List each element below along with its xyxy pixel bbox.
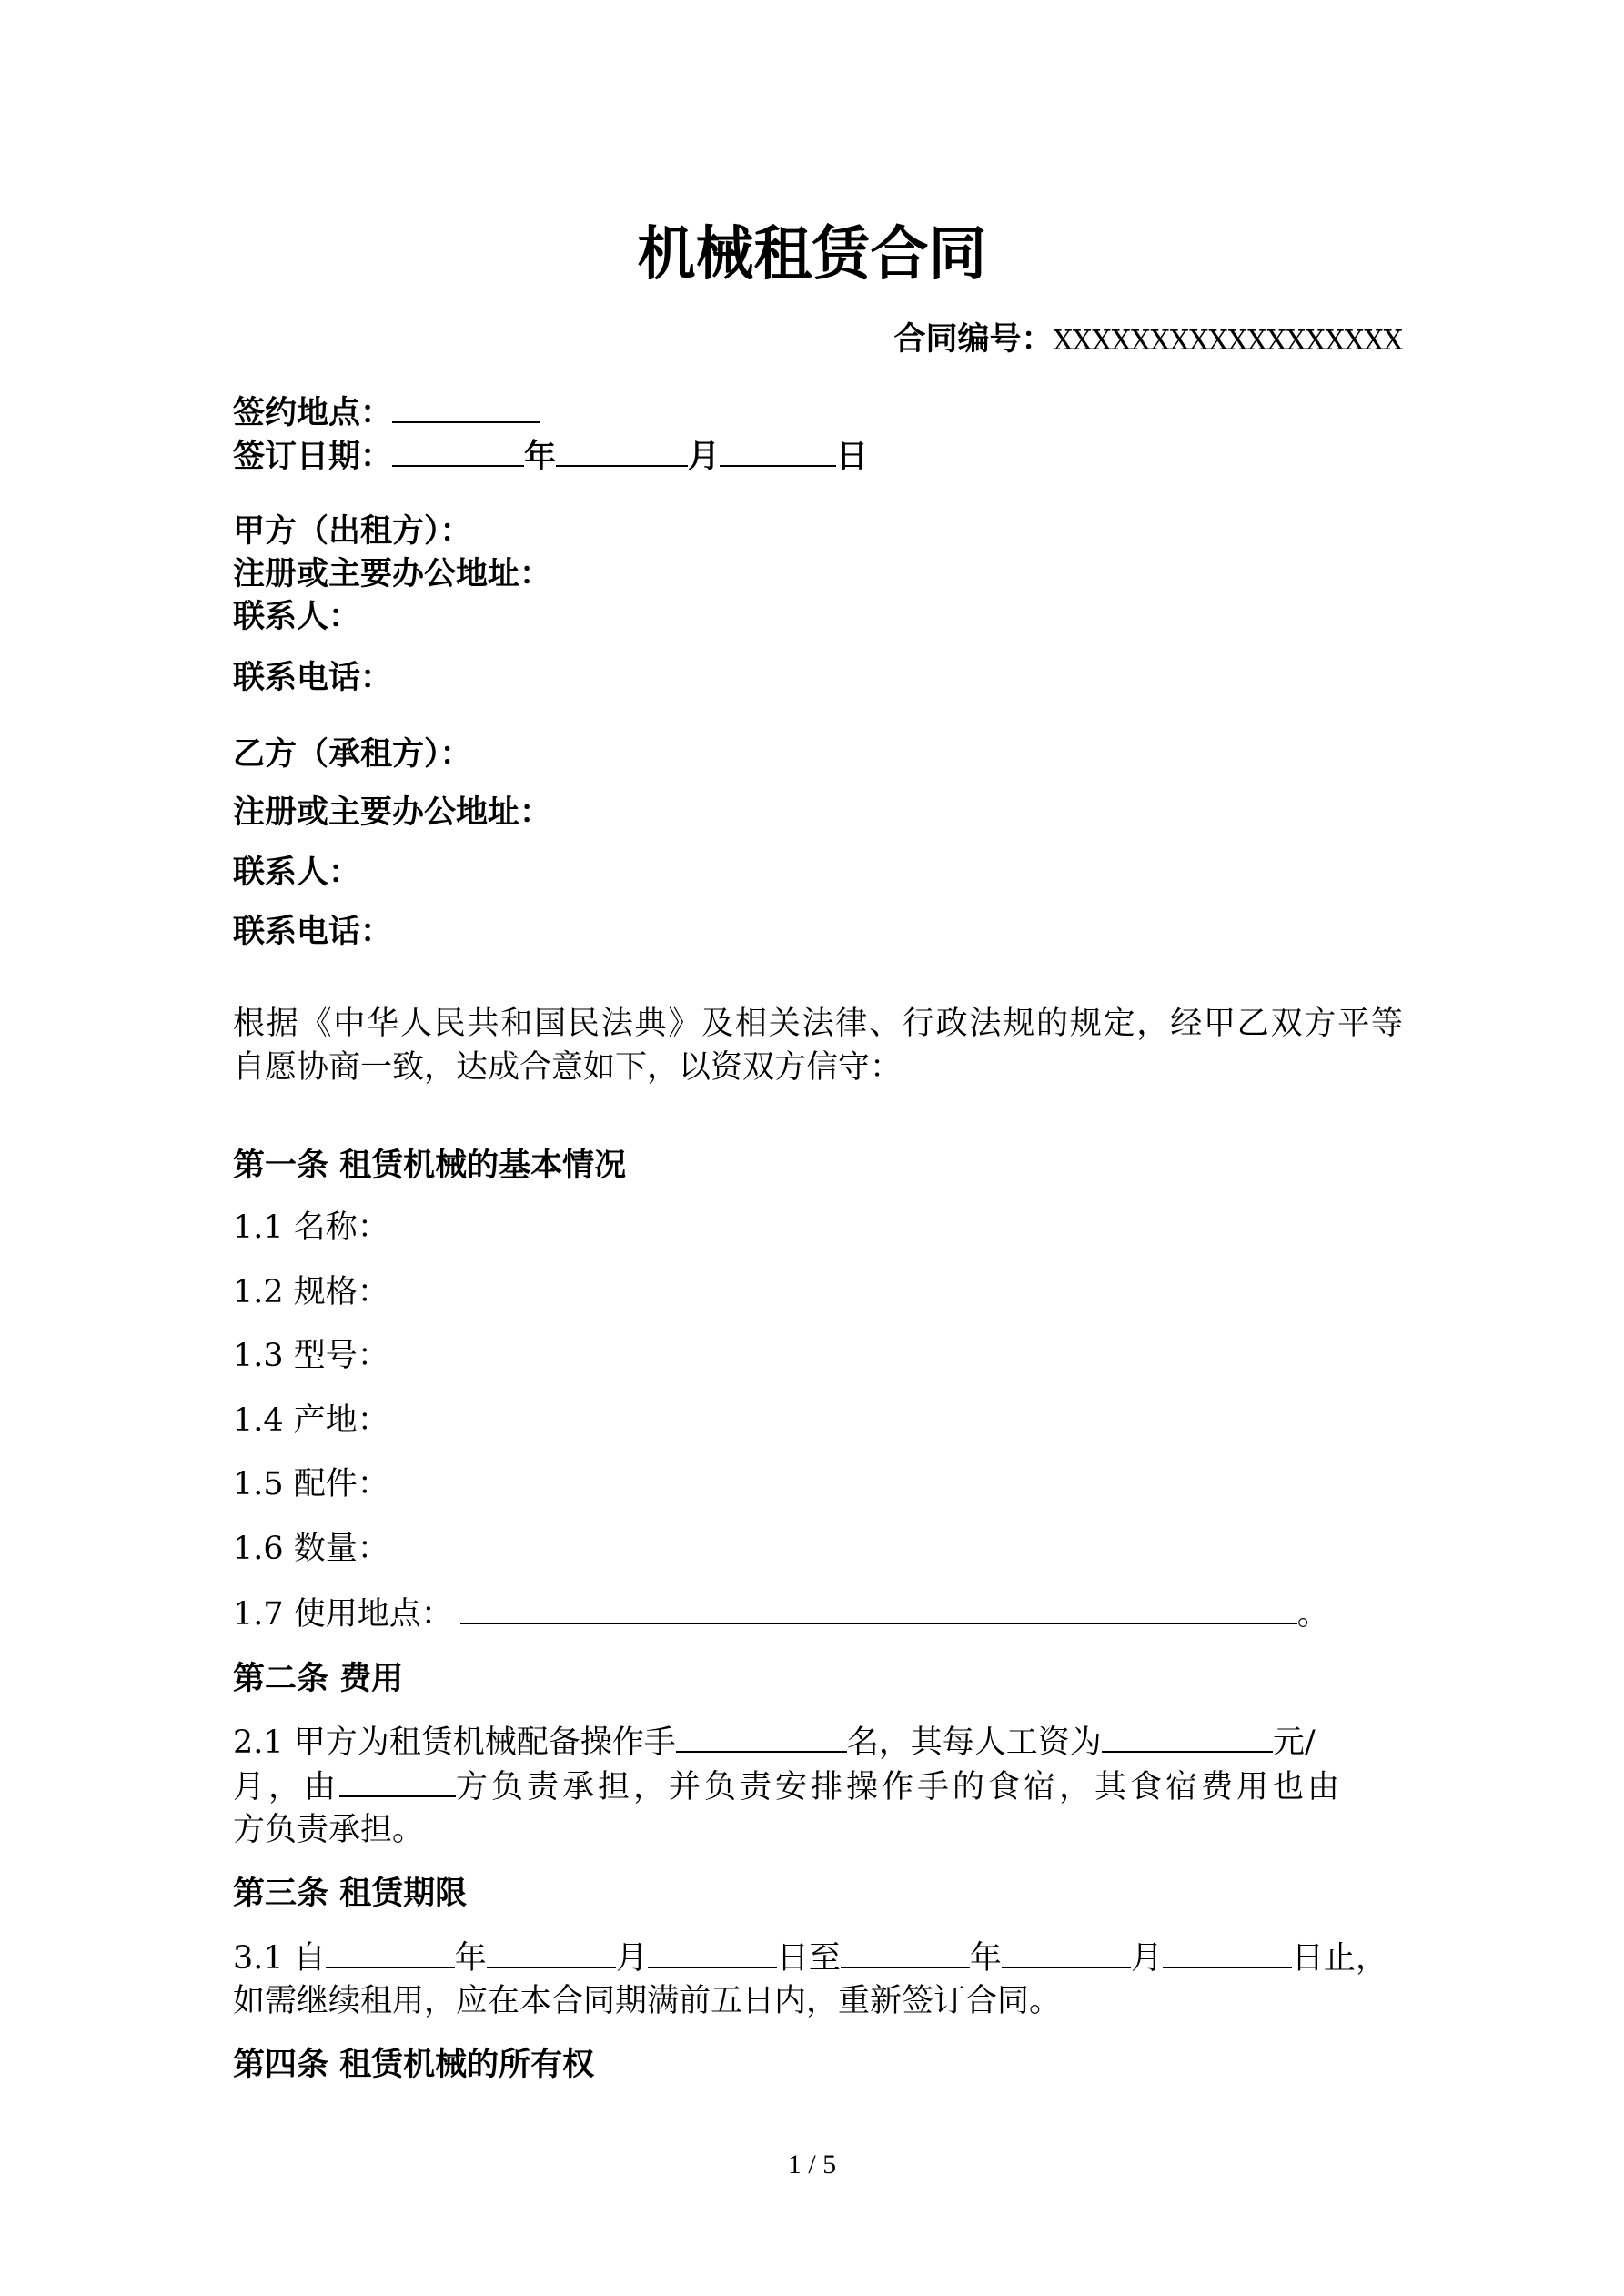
contract-number <box>233 319 1403 361</box>
day-label: 日 <box>836 439 869 475</box>
article-2-heading: 第二条 费用 <box>233 1661 404 1697</box>
article-3-heading: 第三条 租赁期限 <box>233 1876 468 1912</box>
blank-field[interactable] <box>339 1768 456 1797</box>
contract-number-value: XXXXXXXXXXXXXXXXXX <box>1053 325 1403 357</box>
year-label: 年 <box>524 439 557 475</box>
blank-field[interactable] <box>487 1939 616 1968</box>
sign-place-label: 签约地点： <box>233 395 393 431</box>
article-2-line <box>233 1723 1403 1763</box>
item-model: 1.3 型号： <box>233 1338 389 1374</box>
blank-field[interactable] <box>1002 1939 1131 1968</box>
text: 月 <box>615 1940 648 1977</box>
party-a-phone: 联系电话： <box>233 660 393 696</box>
party-b-phone: 联系电话： <box>233 914 393 950</box>
item-spec: 1.2 规格： <box>233 1274 389 1310</box>
text: 元/ <box>1272 1725 1316 1761</box>
blank-field[interactable] <box>841 1939 970 1968</box>
party-a-title: 甲方（出租方）： <box>233 513 472 550</box>
contract-number-label: 合同编号： <box>893 321 1054 358</box>
article-2-line <box>233 1767 1403 1807</box>
item-quantity: 1.6 数量： <box>233 1531 389 1567</box>
blank-field[interactable] <box>1163 1939 1292 1968</box>
period: 。 <box>1296 1596 1329 1633</box>
article-3-line <box>233 1938 1403 1978</box>
blank-field[interactable] <box>676 1724 847 1753</box>
party-b-title: 乙方（承租方）： <box>233 736 472 773</box>
sign-date <box>233 437 1403 477</box>
text: 日至 <box>776 1940 841 1977</box>
blank-field[interactable] <box>392 394 540 423</box>
blank-field[interactable] <box>556 438 688 467</box>
text: 月，由 <box>233 1769 340 1805</box>
text: 方负责承担，并负责安排操作手的食宿，其食宿费用也由 <box>456 1769 1344 1805</box>
text: 2.1 甲方为租赁机械配备操作手 <box>233 1725 676 1761</box>
article-2-line: 方负责承担。 <box>233 1812 425 1848</box>
item-accessories: 1.5 配件： <box>233 1466 389 1502</box>
article-1-heading: 第一条 租赁机械的基本情况 <box>233 1148 627 1184</box>
text: 年 <box>969 1940 1002 1977</box>
party-a-contact: 联系人： <box>233 599 361 635</box>
blank-field[interactable] <box>1102 1724 1273 1753</box>
preamble-line: 根据《中华人民共和国民法典》及相关法律、行政法规的规定，经甲乙双方平等 <box>233 1006 1403 1042</box>
text: 3.1 自 <box>233 1940 326 1977</box>
sign-date-label: 签订日期： <box>233 439 393 475</box>
blank-field[interactable] <box>720 438 836 467</box>
item-location <box>233 1594 1403 1634</box>
sign-place <box>233 393 1403 433</box>
party-b-contact: 联系人： <box>233 855 361 891</box>
party-a-address: 注册或主要办公地址： <box>233 556 552 592</box>
page-number: 1 / 5 <box>787 2149 837 2180</box>
blank-field[interactable] <box>460 1595 1297 1624</box>
document-title: 机械租赁合同 <box>637 221 987 288</box>
month-label: 月 <box>688 439 721 475</box>
article-4-heading: 第四条 租赁机械的所有权 <box>233 2047 595 2083</box>
item-origin: 1.4 产地： <box>233 1402 389 1439</box>
text: 年 <box>454 1940 487 1977</box>
text: 名，其每人工资为 <box>846 1725 1102 1761</box>
text: 日止， <box>1291 1940 1387 1977</box>
item-name: 1.1 名称： <box>233 1209 389 1246</box>
preamble-line: 自愿协商一致，达成合意如下，以资双方信守： <box>233 1049 903 1086</box>
item-location-label: 1.7 使用地点： <box>233 1596 453 1633</box>
blank-field[interactable] <box>392 438 524 467</box>
blank-field[interactable] <box>648 1939 777 1968</box>
party-b-address: 注册或主要办公地址： <box>233 794 552 831</box>
article-3-line: 如需继续租用，应在本合同期满前五日内，重新签订合同。 <box>233 1983 1062 2019</box>
blank-field[interactable] <box>326 1939 455 1968</box>
text: 月 <box>1130 1940 1163 1977</box>
